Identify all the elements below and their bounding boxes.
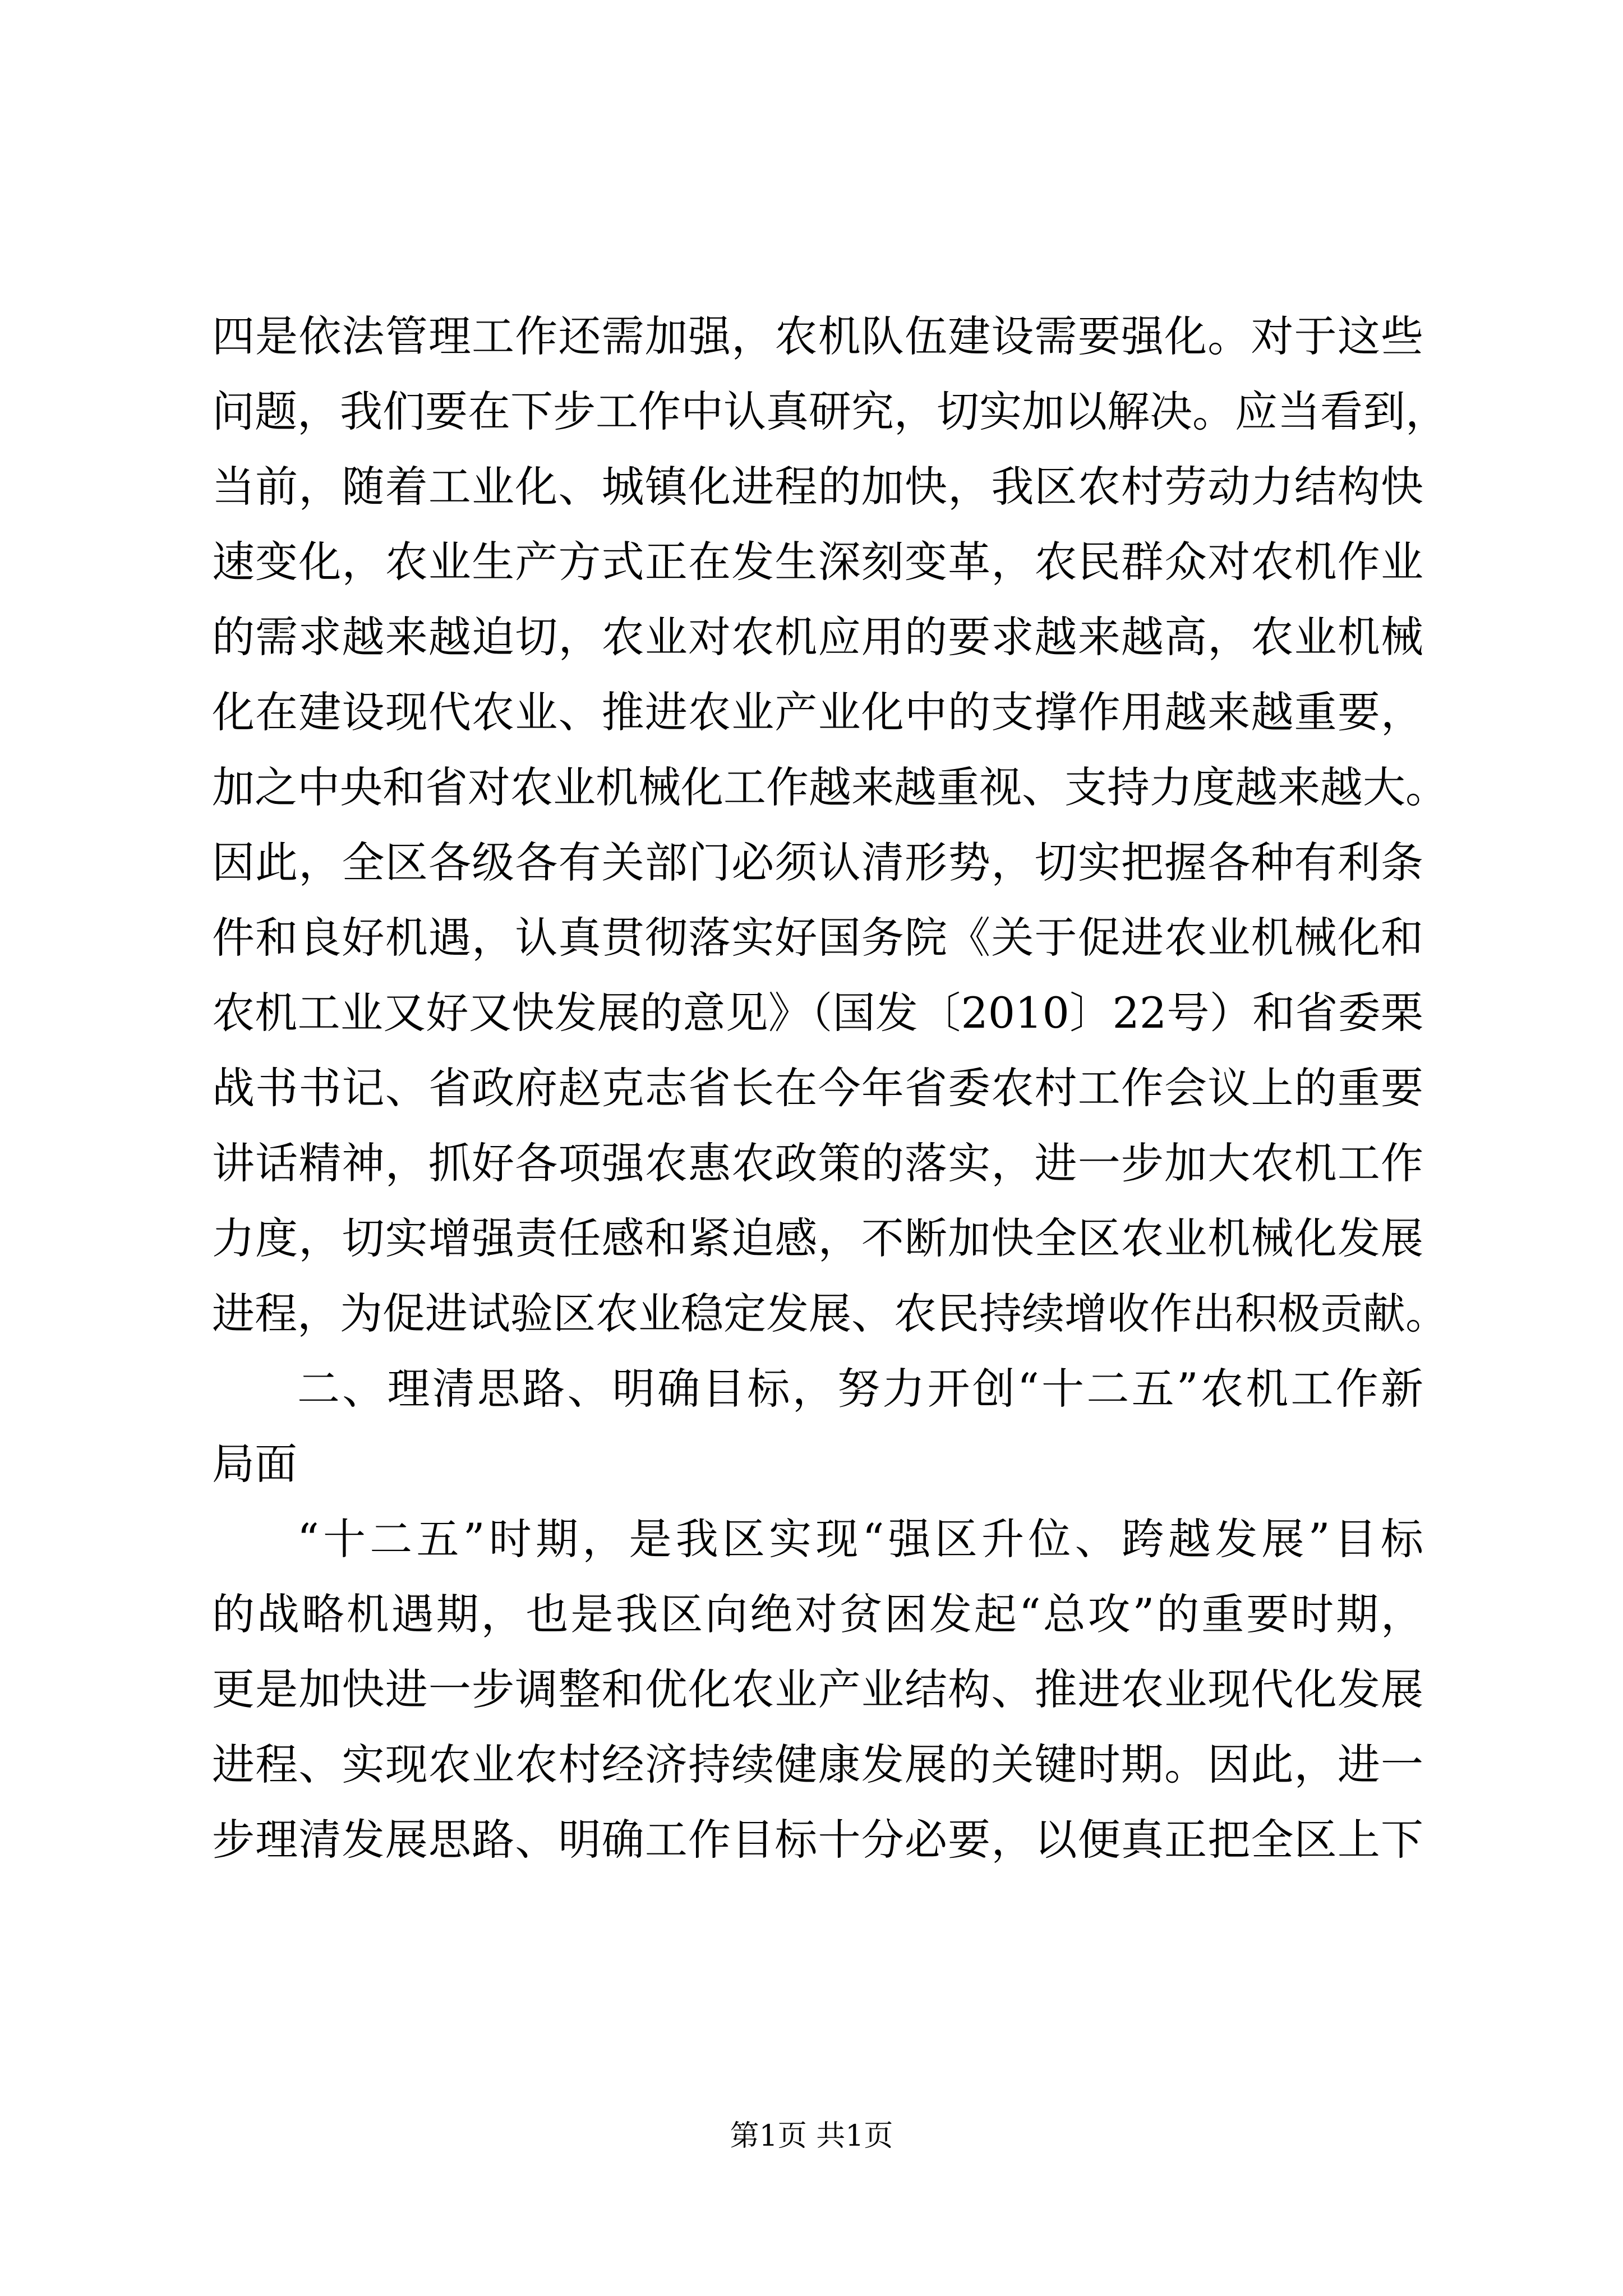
page-number-footer: 第1页 共1页 bbox=[730, 2119, 893, 2153]
text-line-17: 更是加快进一步调整和优化农业产业结构、推进农业现代化发展 bbox=[212, 1664, 1423, 1714]
text-line-15: “十二五”时期，是我区实现“强区升位、跨越发展”目标 bbox=[297, 1514, 1423, 1564]
text-line-10: 农机工业又好又快发展的意见》（国发〔2010〕22号）和省委栗 bbox=[212, 988, 1423, 1038]
text-line-2: 问题，我们要在下步工作中认真研究，切实加以解决。应当看到， bbox=[212, 386, 1448, 436]
text-line-3: 当前，随着工业化、城镇化进程的加快，我区农村劳动力结构快 bbox=[212, 462, 1423, 512]
text-line-12: 讲话精神，抓好各项强农惠农政策的落实，进一步加大农机工作 bbox=[212, 1138, 1423, 1188]
text-line-6: 化在建设现代农业、推进农业产业化中的支撑作用越来越重要， bbox=[212, 687, 1423, 737]
text-line-18: 进程、实现农业农村经济持续健康发展的关键时期。因此，进一 bbox=[212, 1740, 1423, 1789]
text-line-7: 加之中央和省对农业机械化工作越来越重视、支持力度越来越大。 bbox=[212, 762, 1448, 812]
text-line-13: 力度，切实增强责任感和紧迫感，不断加快全区农业机械化发展 bbox=[212, 1213, 1423, 1263]
text-line-8: 因此，全区各级各有关部门必须认清形势，切实把握各种有利条 bbox=[212, 838, 1423, 887]
text-line-16: 的战略机遇期，也是我区向绝对贫困发起“总攻”的重要时期， bbox=[212, 1589, 1423, 1639]
section-heading-line-1: 二、理清思路、明确目标，努力开创“十二五”农机工作新 bbox=[297, 1364, 1423, 1414]
text-line-14: 进程，为促进试验区农业稳定发展、农民持续增收作出积极贡献。 bbox=[212, 1289, 1448, 1338]
text-line-11: 战书书记、省政府赵克志省长在今年省委农村工作会议上的重要 bbox=[212, 1063, 1423, 1113]
text-line-19: 步理清发展思路、明确工作目标十分必要，以便真正把全区上下 bbox=[212, 1815, 1423, 1865]
section-heading-line-2: 局面 bbox=[212, 1439, 297, 1489]
text-line-9: 件和良好机遇，认真贯彻落实好国务院《关于促进农业机械化和 bbox=[212, 913, 1423, 963]
text-line-4: 速变化，农业生产方式正在发生深刻变革，农民群众对农机作业 bbox=[212, 537, 1423, 587]
text-line-5: 的需求越来越迫切，农业对农机应用的要求越来越高，农业机械 bbox=[212, 612, 1423, 662]
text-line-1: 四是依法管理工作还需加强，农机队伍建设需要强化。对于这些 bbox=[212, 311, 1423, 361]
